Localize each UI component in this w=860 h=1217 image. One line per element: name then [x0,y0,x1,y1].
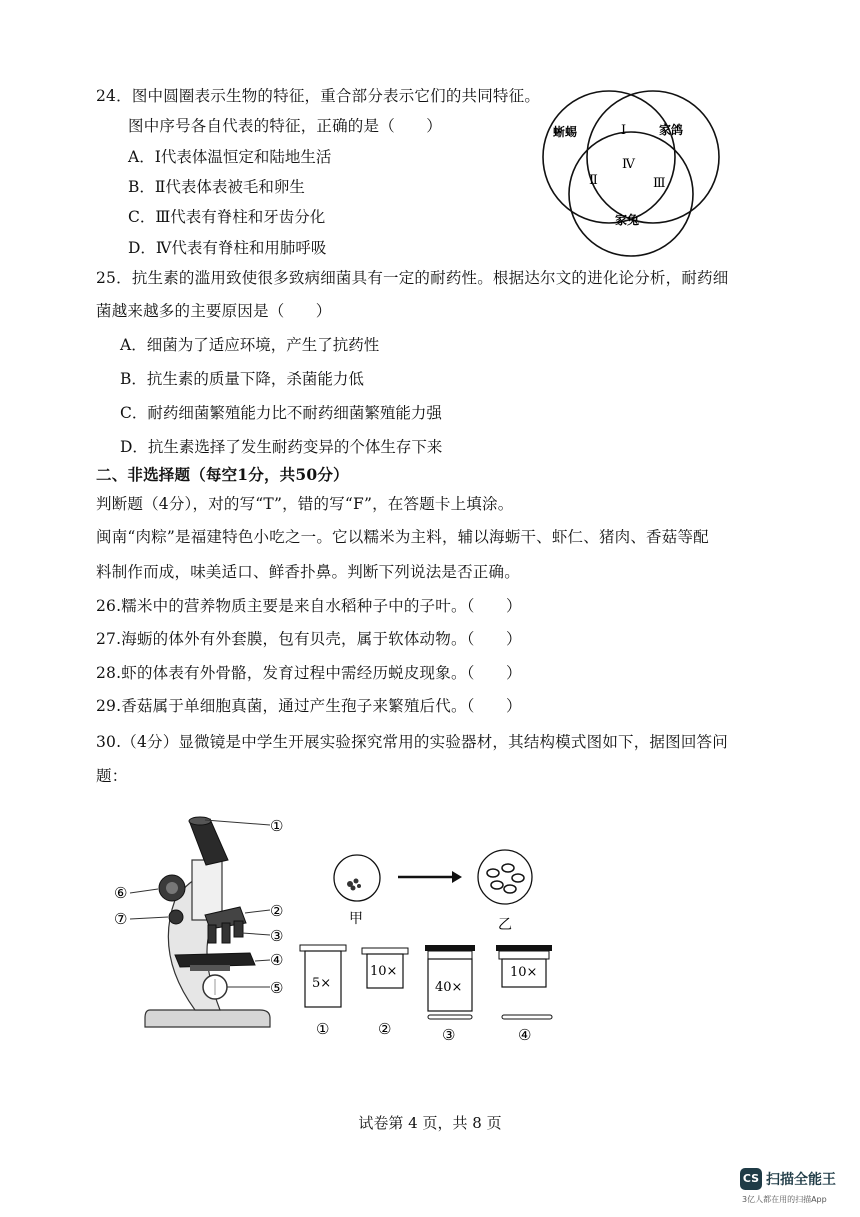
venn-label-rabbit: 家兔 [615,213,640,227]
callout-7: ⑦ [114,910,128,928]
section2-heading: 二、非选择题（每空1分，共50分） [96,465,349,484]
camscanner-name: 扫描全能王 [766,1172,836,1188]
venn-diagram [535,90,735,260]
q24-option-b: B．Ⅱ代表体表被毛和卵生 [128,178,305,196]
venn-region-1: Ⅰ [621,123,627,138]
camscanner-tagline: 3亿人都在用的扫描App [742,1195,827,1204]
callout-2: ② [270,902,284,920]
microscope-figure [100,805,580,1050]
q24-option-a: A．Ⅰ代表体温恒定和陆地生活 [128,148,332,166]
venn-region-3: Ⅲ [653,176,666,191]
callout-4: ④ [270,951,284,969]
lens-1-label: 5× [312,976,332,991]
callout-5: ⑤ [270,979,284,997]
q25-stem-line2: 菌越来越多的主要原因是（ ） [96,302,332,320]
q29: 29.香菇属于单细胞真菌，通过产生孢子来繁殖后代。（ ） [96,697,522,715]
lens-2-number: ② [378,1020,392,1038]
q27: 27.海蛎的体外有外套膜，包有贝壳，属于软体动物。（ ） [96,630,522,648]
camscanner-logo-icon: CS [740,1168,762,1190]
view-yi-label: 乙 [498,917,512,933]
q25-option-b: B．抗生素的质量下降，杀菌能力低 [120,370,364,388]
lens-1-number: ① [316,1020,330,1038]
venn-region-2: Ⅱ [589,173,598,188]
venn-region-4: Ⅳ [622,157,635,172]
q28: 28.虾的体表有外骨骼，发育过程中需经历蜕皮现象。（ ） [96,664,522,682]
view-jia-label: 甲 [349,911,363,927]
passage-line2: 料制作而成，味美适口、鲜香扑鼻。判断下列说法是否正确。 [96,563,520,581]
lens-3-number: ③ [442,1026,456,1044]
q25-stem-line1: 25．抗生素的滥用致使很多致病细菌具有一定的耐药性。根据达尔文的进化论分析，耐药细 [96,269,729,287]
lens-4-number: ④ [518,1026,532,1044]
q25-option-c: C．耐药细菌繁殖能力比不耐药细菌繁殖能力强 [120,404,442,422]
callout-1: ① [270,817,284,835]
q24-stem-line2: 图中序号各自代表的特征，正确的是（ ） [128,117,443,135]
callout-3: ③ [270,927,284,945]
page-footer: 试卷第 4 页，共 8 页 [358,1114,502,1132]
q24-option-c: C．Ⅲ代表有脊柱和牙齿分化 [128,208,326,226]
q24-stem-line1: 24．图中圆圈表示生物的特征，重合部分表示它们的共同特征。 [96,87,541,105]
q30-line2: 题： [96,767,128,785]
callout-6: ⑥ [114,884,128,902]
q30-line1: 30.（4分）显微镜是中学生开展实验探究常用的实验器材，其结构模式图如下，据图回答问 [96,733,728,751]
lens-3-label: 40× [435,980,463,995]
venn-label-pigeon: 家鸽 [659,123,684,137]
lens-2-label: 10× [370,964,398,979]
q24-option-d: D．Ⅳ代表有脊柱和用肺呼吸 [128,239,327,257]
q25-option-d: D．抗生素选择了发生耐药变异的个体生存下来 [120,438,443,456]
venn-label-lizard: 蜥蜴 [553,125,578,139]
q26: 26.糯米中的营养物质主要是来自水稻种子中的子叶。（ ） [96,597,522,615]
judge-intro: 判断题（4分），对的写“T”，错的写“F”，在答题卡上填涂。 [96,495,514,513]
passage-line1: 闽南“肉粽”是福建特色小吃之一。它以糯米为主料，辅以海蛎干、虾仁、猪肉、香菇等配 [96,528,709,546]
q25-option-a: A．细菌为了适应环境，产生了抗药性 [120,336,380,354]
lens-4-label: 10× [510,965,538,980]
